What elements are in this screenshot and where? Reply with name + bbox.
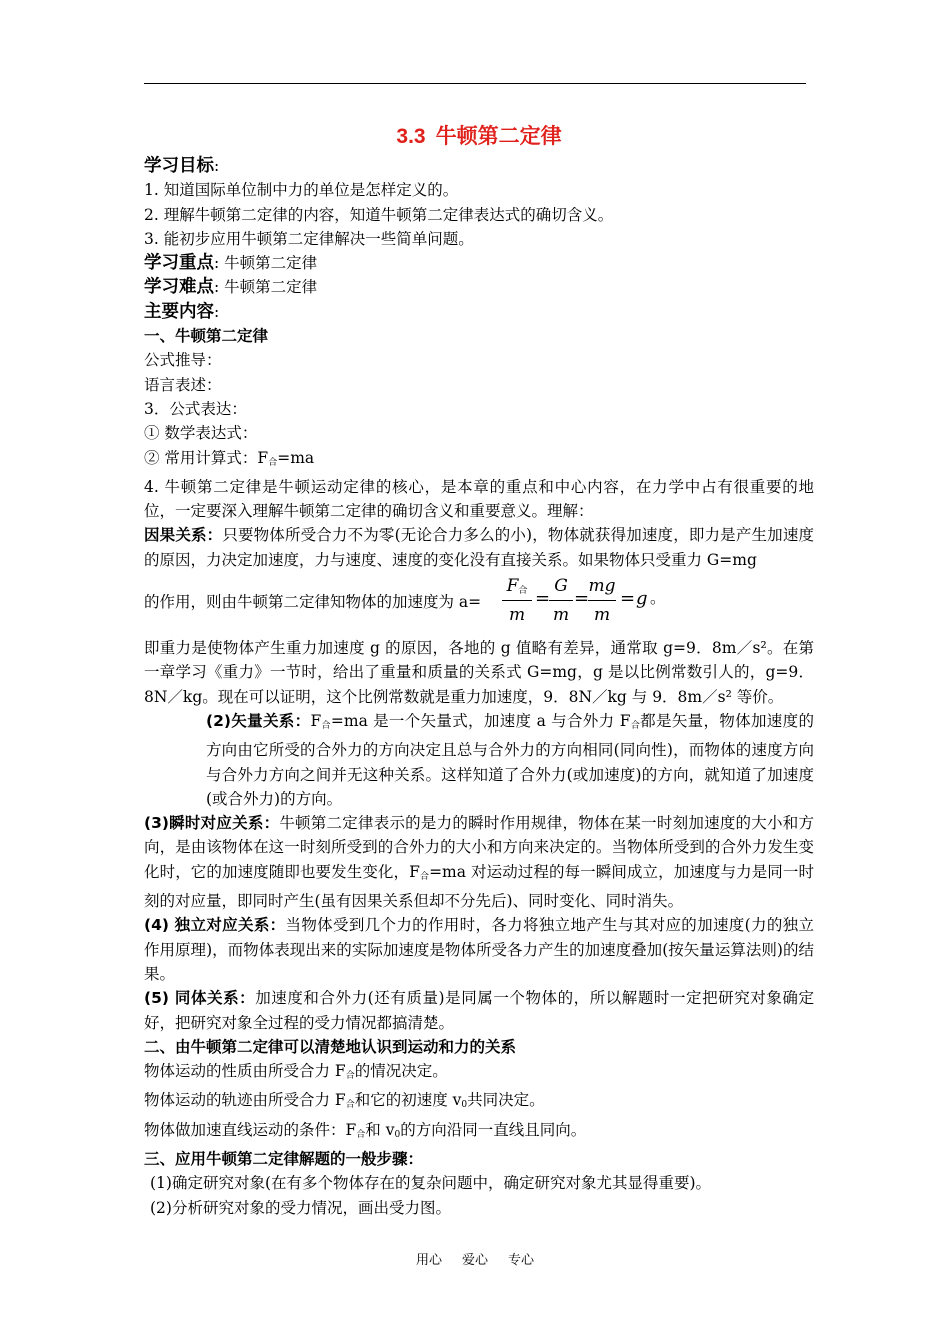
key-point-line: [144, 251, 814, 275]
difficult-point-text: : 牛顿第二定律: [214, 278, 318, 297]
vector-text: F: [310, 711, 322, 730]
instant-label: (3)瞬时对应关系：: [144, 814, 280, 833]
common-formula-pre: ② 常用计算式：F: [144, 448, 269, 467]
footer-text: 爱心: [461, 1253, 488, 1268]
step-1: (1)确定研究对象(在有多个物体存在的复杂问题中，确定研究对象尤其显得重要)。: [150, 1174, 712, 1193]
fraction-denominator: m: [508, 605, 526, 626]
subscript-he: 合: [356, 1129, 366, 1140]
acceleration-condition-line: [144, 1118, 814, 1147]
same-body-paragraph: [144, 986, 814, 1035]
common-formula-line: [144, 446, 814, 475]
cause-paragraph: [144, 523, 814, 572]
equals-sign: =: [535, 588, 551, 610]
goal-item: 3. 能初步应用牛顿第二定律解决一些简单问题。: [144, 229, 474, 248]
main-content-line: [144, 300, 814, 324]
main-content-colon: :: [214, 302, 220, 321]
instant-text: =ma 对运动过程的每一瞬间成立，加速度与力是同一时刻的对应量，即同时产生(虽有因果关系但却不分先后)、同时变化、同时消失。: [144, 862, 814, 911]
step-2: (2)分析研究对象的受力情况，画出受力图。: [150, 1198, 451, 1217]
line-text: 的情况决定。: [354, 1062, 448, 1081]
independent-label: (4) 独立对应关系：: [144, 916, 286, 935]
section2-heading: 二、由牛顿第二定律可以清楚地认识到运动和力的关系: [144, 1037, 517, 1056]
vector-paragraph: [144, 709, 814, 811]
subscript-he: 合: [630, 720, 641, 731]
subscript-he: 合: [419, 871, 430, 882]
footer-text: 用心: [415, 1253, 442, 1268]
vector-label: (2)矢量关系：: [206, 711, 311, 730]
fraction-g-over-m: [549, 572, 573, 629]
motion-nature-line: [144, 1059, 814, 1088]
line-text: 和 v: [365, 1120, 395, 1139]
page-title: [144, 122, 814, 152]
goal-item: 2. 理解牛顿第二定律的内容，知道牛顿第二定律表达式的确切含义。: [144, 205, 614, 224]
fraction-mg-over-m: [588, 572, 616, 629]
line-text: 物体运动的轨迹由所受合力 F: [144, 1091, 346, 1110]
common-formula-post: =ma: [277, 448, 315, 467]
fraction-f-over-m: [502, 572, 532, 629]
formula-expression-line: 3．公式表达：: [144, 399, 247, 418]
document-body: [144, 122, 814, 1220]
difficult-point-heading: 学习难点: [144, 277, 214, 298]
subscript-zero: 0: [461, 1100, 468, 1111]
derivation-line: 公式推导：: [144, 351, 222, 370]
goals-heading: 学习目标: [144, 156, 214, 176]
line-text: 物体做加速直线运动的条件：F: [144, 1120, 357, 1139]
subscript-he: 合: [345, 1071, 355, 1082]
subscript-he: 合: [268, 457, 278, 468]
acceleration-formula: [144, 572, 814, 636]
vector-text: 都是矢量，物体加速度的方向由它所受的合外力的方向决定且总与合外力的方向相同(同向性)，而物体的速度方向与合外力方向之间并无这种关系。这样知道了合外力(或加速度)的方向，就知道了加速度(或合外力)的方向。: [206, 711, 814, 808]
line-text: 的方向沿同一直线且同向。: [400, 1120, 587, 1139]
title-number: 3.3: [396, 125, 426, 148]
footer-text: 专心: [508, 1253, 535, 1268]
main-content-heading: 主要内容: [144, 301, 214, 322]
title-text: 牛顿第二定律: [435, 125, 562, 148]
formula-result: g: [636, 588, 648, 610]
line-text: 共同决定。: [467, 1091, 545, 1110]
line-text: 和它的初速度 v: [354, 1091, 462, 1110]
instant-paragraph: [144, 811, 814, 913]
fraction-numerator: mg: [588, 576, 616, 597]
header-rule: [144, 83, 806, 84]
difficult-point-line: [144, 275, 814, 299]
section3-heading: 三、应用牛顿第二定律解题的一般步骤：: [144, 1149, 424, 1168]
goals-heading-line: [144, 154, 814, 178]
independent-paragraph: [144, 913, 814, 986]
statement-line: 语言表述：: [144, 375, 222, 394]
fraction-numerator: F: [506, 576, 519, 597]
cause-label: 因果关系：: [144, 526, 223, 545]
key-point-heading: 学习重点: [144, 253, 214, 274]
same-body-label: (5) 同体关系：: [144, 989, 256, 1008]
goal-item: 1. 知道国际单位制中力的单位是怎样定义的。: [144, 181, 459, 200]
subscript-he: 合: [321, 720, 331, 731]
paragraph-4: 4. 牛顿第二定律是牛顿运动定律的核心，是本章的重点和中心内容，在力学中占有很重要的地位，一定要深入理解牛顿第二定律的确切含义和重要意义。理解：: [144, 477, 814, 521]
math-expression-line: ① 数学表达式：: [144, 424, 258, 443]
instant-text: 牛顿第二定律表示的是力的瞬时作用规律，物体在某一时刻加速度的大小和方向，是由该物体在这一时刻所受到的合外力的大小和方向来决定的。当物体所受到的合外力发生变化时，它的加速度随即也要发生变化，F: [144, 814, 814, 881]
cause-text: 只要物体所受合力不为零(无论合力多么的小)，物体就获得加速度，即力是产生加速度的原因，力决定加速度，力与速度、速度的变化没有直接关系。如果物体只受重力 G=mg: [144, 526, 814, 569]
fraction-denominator: m: [552, 605, 570, 626]
gravity-paragraph: 即重力是使物体产生重力加速度 g 的原因，各地的 g 值略有差异，通常取 g=9．8m／s²。在第一章学习《重力》一节时，给出了重量和质量的关系式 G=mg，g 是以比例常数引人的，g=9．8N／kg。现在可以证明，这个比例常数就是重力加速度，9．8N／kg 与 9．8m／s² 等价。: [144, 639, 814, 706]
key-point-text: : 牛顿第二定律: [214, 254, 318, 273]
subscript-he: 合: [518, 586, 528, 597]
equals-sign: =: [574, 588, 590, 610]
formula-end: 。: [650, 589, 666, 608]
fraction-denominator: m: [593, 605, 611, 626]
section1-heading: 一、牛顿第二定律: [144, 327, 269, 346]
subscript-zero: 0: [394, 1129, 401, 1140]
formula-lead-text: 的作用，则由牛顿第二定律知物体的加速度为 a=: [144, 593, 482, 612]
same-body-text: 加速度和合外力(还有质量)是同属一个物体的，所以解题时一定把研究对象确定好，把研究对象全过程的受力情况都搞清楚。: [144, 989, 814, 1032]
page-footer: [0, 1249, 950, 1268]
motion-trajectory-line: [144, 1088, 814, 1117]
vector-text: =ma 是一个矢量式，加速度 a 与合外力 F: [330, 711, 631, 730]
goals-colon: :: [214, 157, 220, 175]
fraction-numerator: G: [554, 576, 568, 597]
subscript-he: 合: [345, 1100, 355, 1111]
equals-sign: =: [620, 588, 636, 610]
line-text: 物体运动的性质由所受合力 F: [144, 1062, 346, 1081]
independent-text: 当物体受到几个力的作用时，各力将独立地产生与其对应的加速度(力的独立作用原理)，而物体表现出来的实际加速度是物体所受各力产生的加速度叠加(按矢量运算法则)的结果。: [144, 916, 814, 983]
